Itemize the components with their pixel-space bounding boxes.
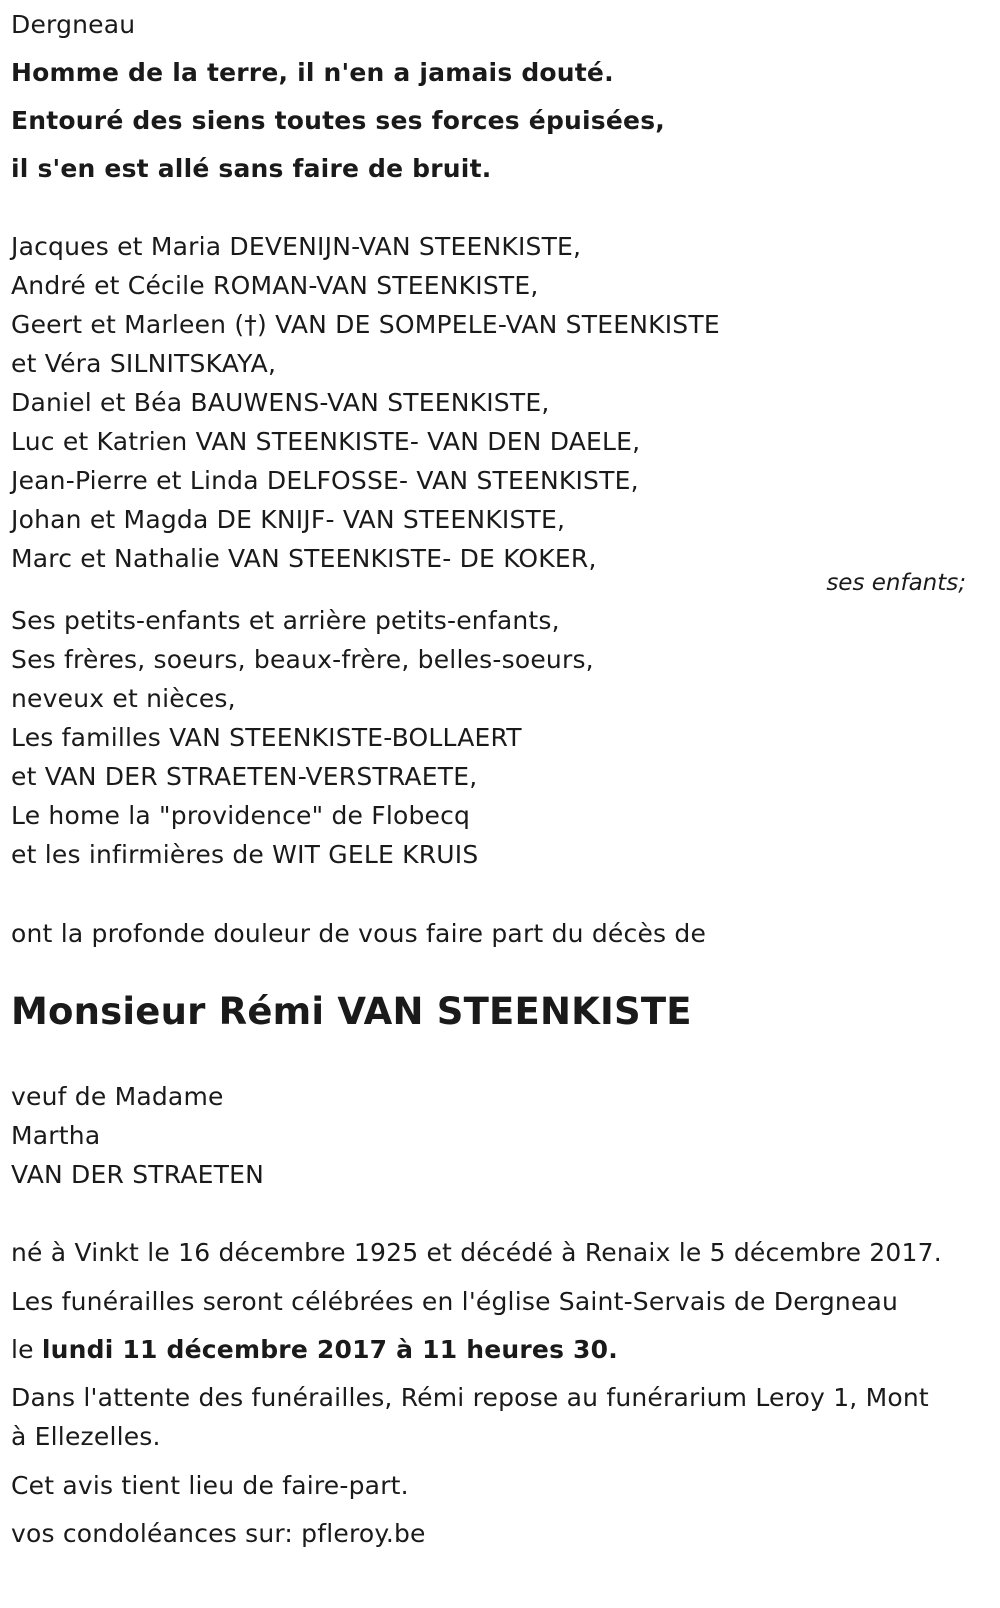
family-line: neveux et nièces, xyxy=(11,684,236,713)
child-line: André et Cécile ROMAN-VAN STEENKISTE, xyxy=(11,271,539,300)
child-line: Jean-Pierre et Linda DELFOSSE- VAN STEENKISTE, xyxy=(11,466,639,495)
children-caption: ses enfants; xyxy=(826,570,966,596)
funeral-date: lundi 11 décembre 2017 à 11 heures 30. xyxy=(41,1335,618,1364)
family-line: Ses frères, soeurs, beaux-frère, belles-soeurs, xyxy=(11,645,594,674)
birth-death-line: né à Vinkt le 16 décembre 1925 et décédé à Renaix le 5 décembre 2017. xyxy=(11,1238,942,1267)
funeral-date-line xyxy=(11,1335,618,1365)
poem-line-2: Entouré des siens toutes ses forces épuisées, xyxy=(11,106,665,135)
widow-line-2: Martha xyxy=(11,1121,101,1150)
widow-line-1: veuf de Madame xyxy=(11,1082,224,1111)
rest-line-1: Dans l'attente des funérailles, Rémi repose au funérarium Leroy 1, Mont xyxy=(11,1383,929,1412)
condolences-line: vos condoléances sur: pfleroy.be xyxy=(11,1519,426,1548)
village-name: Dergneau xyxy=(11,10,136,39)
poem-line-3: il s'en est allé sans faire de bruit. xyxy=(11,154,492,183)
child-line: et Véra SILNITSKAYA, xyxy=(11,349,277,378)
family-line: Les familles VAN STEENKISTE-BOLLAERT xyxy=(11,723,522,752)
funeral-line: Les funérailles seront célébrées en l'église Saint-Servais de Dergneau xyxy=(11,1287,899,1316)
child-line: Daniel et Béa BAUWENS-VAN STEENKISTE, xyxy=(11,388,550,417)
announcement: ont la profonde douleur de vous faire part du décès de xyxy=(11,919,707,948)
poem-line-1: Homme de la terre, il n'en a jamais douté. xyxy=(11,58,614,87)
funeral-date-prefix: le xyxy=(11,1335,34,1364)
child-line: Geert et Marleen (†) VAN DE SOMPELE-VAN STEENKISTE xyxy=(11,310,720,339)
family-line: et les infirmières de WIT GELE KRUIS xyxy=(11,840,479,869)
child-line: Jacques et Maria DEVENIJN-VAN STEENKISTE, xyxy=(11,232,582,261)
family-line: Le home la "providence" de Flobecq xyxy=(11,801,471,830)
child-line: Marc et Nathalie VAN STEENKISTE- DE KOKER, xyxy=(11,544,597,573)
family-line: Ses petits-enfants et arrière petits-enfants, xyxy=(11,606,560,635)
notice-line: Cet avis tient lieu de faire-part. xyxy=(11,1471,409,1500)
deceased-name: Monsieur Rémi VAN STEENKISTE xyxy=(11,990,692,1033)
widow-line-3: VAN DER STRAETEN xyxy=(11,1160,264,1189)
child-line: Luc et Katrien VAN STEENKISTE- VAN DEN DAELE, xyxy=(11,427,641,456)
family-line: et VAN DER STRAETEN-VERSTRAETE, xyxy=(11,762,478,791)
rest-line-2: à Ellezelles. xyxy=(11,1422,161,1451)
child-line: Johan et Magda DE KNIJF- VAN STEENKISTE, xyxy=(11,505,566,534)
